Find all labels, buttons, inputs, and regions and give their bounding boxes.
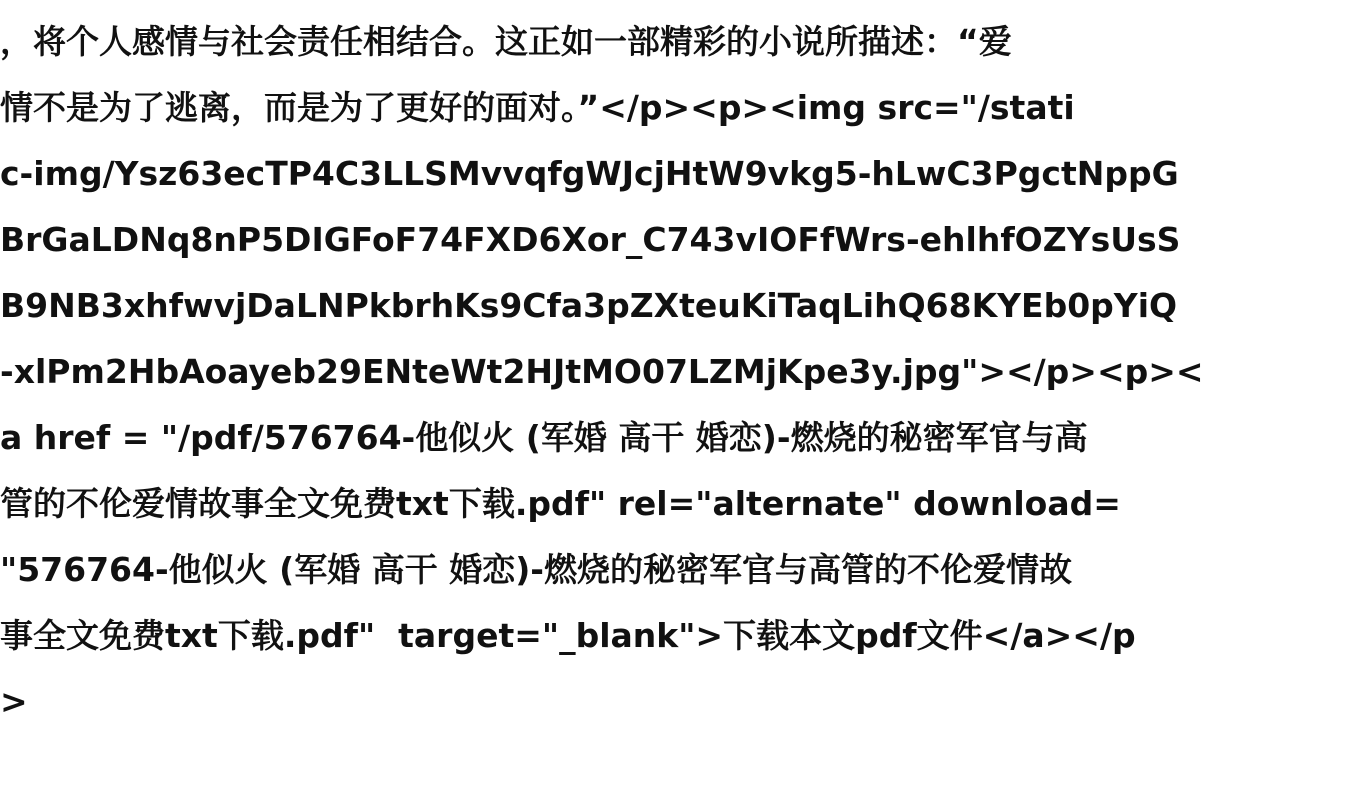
text-line-2: 情不是为了逃离，而是为了更好的面对。”</p><p><img src="/stati bbox=[0, 88, 1075, 127]
text-line-6: -xlPm2HbAoayeb29ENteWt2HJtMO07LZMjKpe3y.jpg"></p><p>< bbox=[0, 352, 1204, 391]
text-line-8: 管的不伦爱情故事全文免费txt下载.pdf" rel="alternate" download= bbox=[0, 484, 1121, 523]
text-line-11: > bbox=[0, 682, 28, 721]
text-line-9: "576764-他似火 (军婚 高干 婚恋)-燃烧的秘密军官与高管的不伦爱情故 bbox=[0, 550, 1072, 589]
text-line-4: BrGaLDNq8nP5DIGFoF74FXD6Xor_C743vIOFfWrs-ehlhfOZYsUsS bbox=[0, 220, 1181, 259]
text-line-10: 事全文免费txt下载.pdf" target="_blank">下载本文pdf文件</a></p bbox=[0, 616, 1136, 655]
text-line-3: c-img/Ysz63ecTP4C3LLSMvvqfgWJcjHtW9vkg5-hLwC3PgctNppG bbox=[0, 154, 1179, 193]
text-line-1: ，将个人感情与社会责任相结合。这正如一部精彩的小说所描述：“爱 bbox=[0, 22, 1012, 61]
text-line-5: B9NB3xhfwvjDaLNPkbrhKs9Cfa3pZXteuKiTaqLihQ68KYEb0pYiQ bbox=[0, 286, 1178, 325]
text-line-7: a href = "/pdf/576764-他似火 (军婚 高干 婚恋)-燃烧的秘密军官与高 bbox=[0, 418, 1088, 457]
